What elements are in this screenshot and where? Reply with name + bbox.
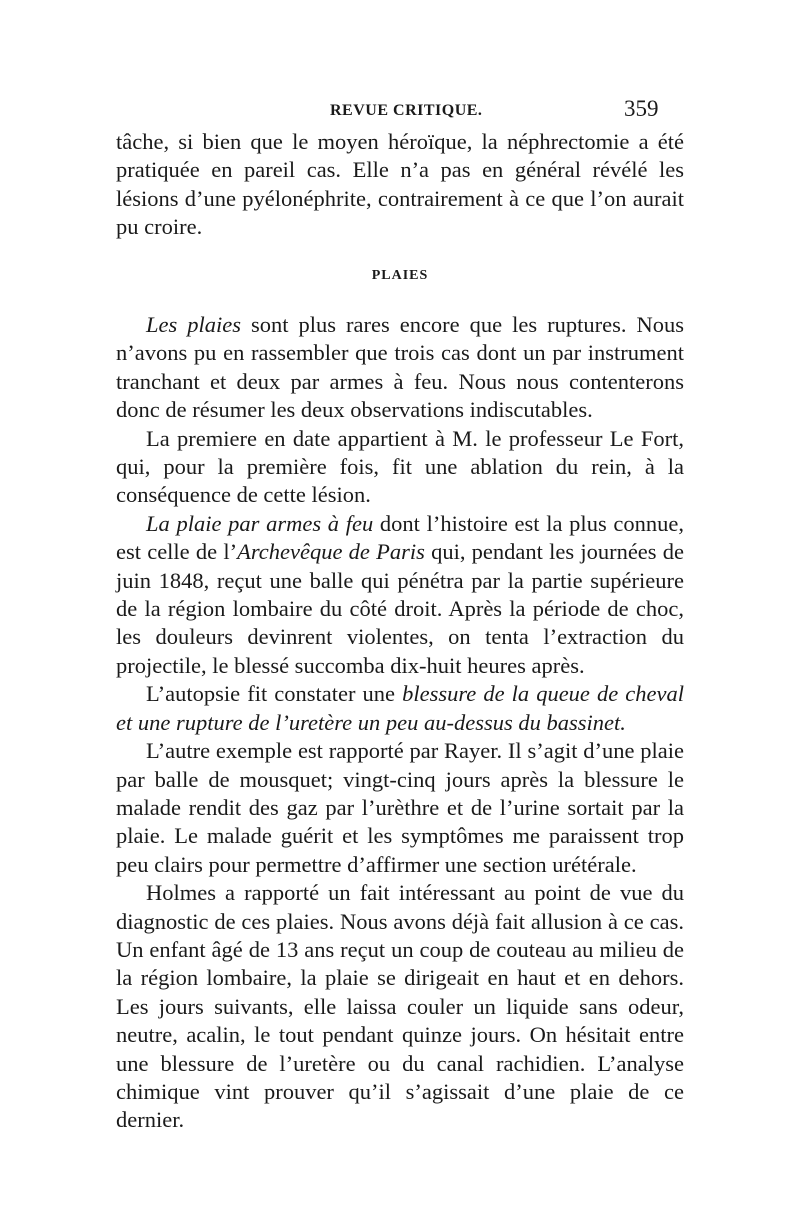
running-title: REVUE CRITIQUE. [330, 102, 483, 119]
intro-paragraph-block [116, 128, 684, 242]
italic-term: Archevêque de Paris [237, 539, 425, 565]
intro-paragraph: tâche, si bien que le moyen héroïque, la néphrectomie a été pratiquée en pareil cas. Elle n’a pas en général révélé les lésions d’une pyélonéphrite, contrairement à ce que l’on aurait pu croire. [116, 129, 684, 240]
italic-term: Les plaies [146, 312, 241, 337]
paragraph-autopsie [116, 680, 684, 737]
paragraph-text: qui, pendant les journées de juin 1848, reçut une balle qui pénétra par la partie supérieure de la région lombaire du côté droit. Après la période de choc, les douleurs devinrent violentes, on tenta l’extraction du projectile, le blessé succomba dix-huit heures après. [116, 539, 685, 678]
body-text [116, 311, 684, 1135]
paragraph-plaies [116, 311, 684, 425]
paragraph-archeveque [116, 510, 684, 680]
italic-term: La plaie par armes à feu [146, 510, 374, 536]
section-heading: PLAIES [371, 268, 429, 283]
paragraph-rayer: L’autre exemple est rapporté par Rayer. Il s’agit d’une plaie par balle de mousquet; vingt-cinq jours après la blessure le malade rendit des gaz par l’urèthre et de l’urine sortait par la plaie. Le malade guérit et les symptômes me paraissent trop peu clairs pour permettre d’affirmer une section urétérale. [116, 738, 684, 877]
running-header [0, 96, 800, 128]
paragraph-text: L’autopsie fit constater une [146, 681, 403, 707]
page-number: 359 [624, 96, 659, 121]
italic-term: blessure de la queue de cheval et une rupture de l’uretère un peu au-dessus du bassinet. [116, 681, 684, 735]
paragraph-holmes: Holmes a rapporté un fait intéressant au point de vue du diagnostic de ces plaies. Nous avons déjà fait allusion à ce cas. Un enfant âgé de 13 ans reçut un coup de couteau au milieu de la région lombaire, la plaie se dirigeait en haut et en dehors. Les jours suivants, elle laissa couler un liquide sans odeur, neutre, acalin, le tout pendant quinze jours. On hésitait entre une blessure de l’uretère ou du canal rachidien. L’analyse chimique vint prouver qu’il s’agissait d’une plaie de ce dernier. [116, 880, 684, 1133]
paragraph-text: sont plus rares encore que les ruptures. Nous n’avons pu en rassembler que trois cas dont un par instrument tranchant et deux par armes à feu. Nous nous contenterons donc de résumer les deux observations indiscutables. [116, 312, 684, 423]
paragraph-le-fort: La premiere en date appartient à M. le professeur Le Fort, qui, pour la première fois, fit une ablation du rein, à la conséquence de cette lésion. [116, 425, 684, 508]
paragraph-text: dont l’histoire est la plus connue, est celle de l’ [116, 510, 684, 565]
